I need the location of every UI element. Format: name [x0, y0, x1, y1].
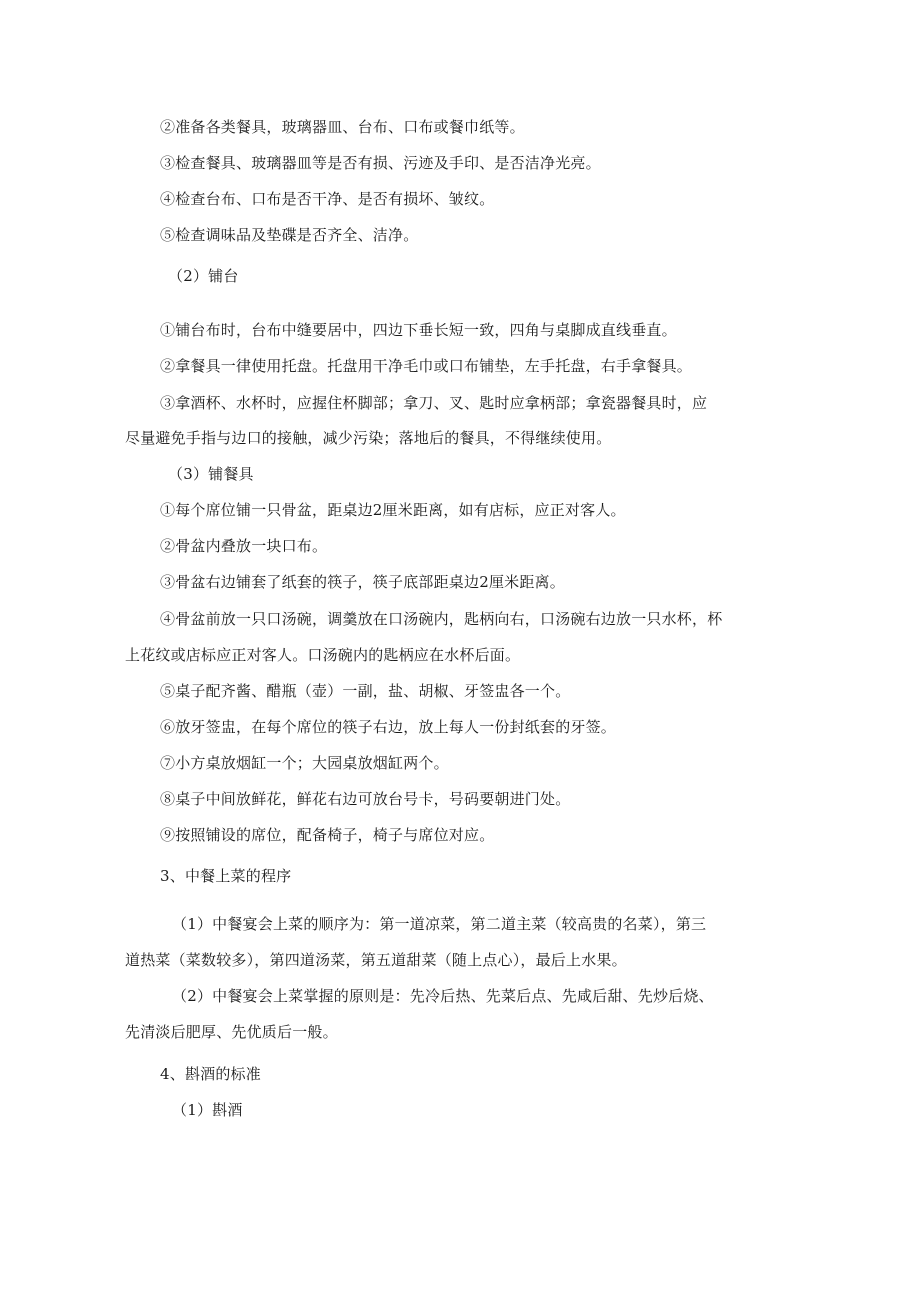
text-line-7: ③拿酒杯、水杯时，应握住杯脚部；拿刀、叉、匙时应拿柄部；拿瓷器餐具时，应 — [160, 394, 708, 412]
subheading-3: （1）斟酒 — [172, 1101, 243, 1119]
text-line-6: ②拿餐具一律使用托盘。托盘用干净毛巾或口布铺垫，左手托盘，右手拿餐具。 — [160, 357, 693, 375]
text-line-2: ③检查餐具、玻璃器皿等是否有损、污迹及手印、是否洁净光亮。 — [160, 154, 601, 172]
section-heading-4: 4、斟酒的标准 — [160, 1065, 261, 1083]
text-line-4: ⑤检查调味品及垫碟是否齐全、洁净。 — [160, 226, 419, 244]
text-line-19: （1）中餐宴会上菜的顺序为：第一道凉菜，第二道主菜（较高贵的名菜），第三 — [172, 915, 707, 933]
text-line-10: ②骨盆内叠放一块口布。 — [160, 537, 328, 555]
text-line-13: 上花纹或店标应正对客人。口汤碗内的匙柄应在水杯后面。 — [125, 646, 521, 664]
text-line-1: ②准备各类餐具，玻璃器皿、台布、口布或餐巾纸等。 — [160, 118, 525, 136]
text-line-22: 先清淡后肥厚、先优质后一般。 — [125, 1023, 338, 1041]
text-line-11: ③骨盆右边铺套了纸套的筷子，筷子底部距桌边2厘米距离。 — [160, 573, 565, 591]
text-line-14: ⑤桌子配齐酱、醋瓶（壶）一副，盐、胡椒、牙签盅各一个。 — [160, 682, 571, 700]
text-line-8: 尽量避免手指与边口的接触，减少污染；落地后的餐具，不得继续使用。 — [125, 429, 612, 447]
section-heading-3: 3、中餐上菜的程序 — [160, 867, 292, 885]
subheading-2: （3）铺餐具 — [168, 465, 254, 483]
text-line-3: ④检查台布、口布是否干净、是否有损坏、皱纹。 — [160, 190, 495, 208]
subheading-1: （2）铺台 — [168, 267, 239, 285]
text-line-18: ⑨按照铺设的席位，配备椅子，椅子与席位对应。 — [160, 826, 495, 844]
text-line-17: ⑧桌子中间放鲜花，鲜花右边可放台号卡，号码要朝进门处。 — [160, 790, 571, 808]
text-line-21: （2）中餐宴会上菜掌握的原则是：先冷后热、先菜后点、先咸后甜、先炒后烧、 — [172, 987, 714, 1005]
text-line-20: 道热菜（菜数较多），第四道汤菜，第五道甜菜（随上点心），最后上水果。 — [125, 951, 627, 969]
text-line-12: ④骨盆前放一只口汤碗，调羹放在口汤碗内，匙柄向右，口汤碗右边放一只水杯，杯 — [160, 610, 723, 628]
text-line-15: ⑥放牙签盅，在每个席位的筷子右边，放上每人一份封纸套的牙签。 — [160, 718, 617, 736]
text-line-16: ⑦小方桌放烟缸一个；大园桌放烟缸两个。 — [160, 754, 449, 772]
text-line-5: ①铺台布时，台布中缝要居中，四边下垂长短一致，四角与桌脚成直线垂直。 — [160, 321, 677, 339]
text-line-9: ①每个席位铺一只骨盆，距桌边2厘米距离，如有店标，应正对客人。 — [160, 501, 626, 519]
